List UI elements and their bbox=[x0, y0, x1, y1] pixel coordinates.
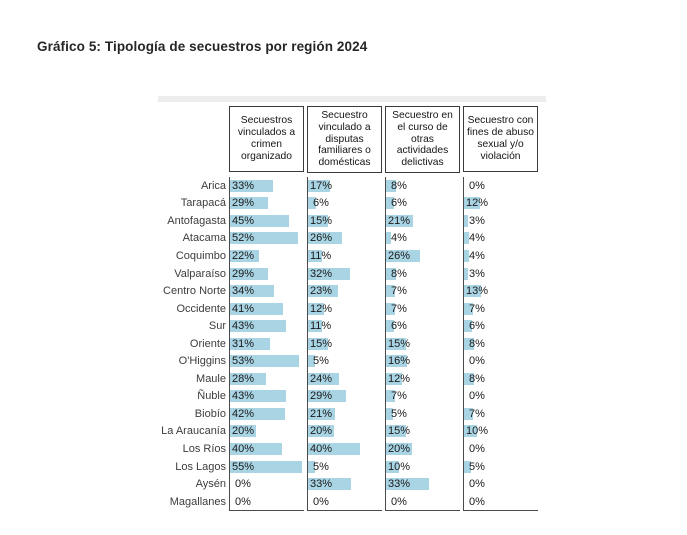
value-label: 45% bbox=[232, 214, 255, 227]
column-header: Secuestro en el curso de otras actividades delictivas bbox=[385, 106, 460, 173]
bar-cell bbox=[464, 352, 538, 370]
bar-cell bbox=[386, 195, 460, 213]
value-label: 0% bbox=[232, 495, 251, 508]
bar-cell bbox=[464, 440, 538, 458]
bar-cell bbox=[386, 247, 460, 265]
bar-cell bbox=[308, 265, 382, 283]
value-label: 6% bbox=[388, 197, 407, 210]
bar-cell bbox=[464, 212, 538, 230]
bar-cell bbox=[308, 370, 382, 388]
value-label: 42% bbox=[232, 407, 255, 420]
bar-cell bbox=[464, 195, 538, 213]
value-label: 11% bbox=[310, 320, 332, 333]
region-label: Coquimbo bbox=[175, 249, 226, 262]
value-label: 12% bbox=[310, 302, 333, 315]
bar-cell bbox=[230, 493, 304, 511]
value-label: 8% bbox=[388, 179, 407, 192]
bar-cell bbox=[308, 335, 382, 353]
bar-cell bbox=[386, 282, 460, 300]
bar-cell bbox=[308, 458, 382, 476]
bar-cell bbox=[386, 230, 460, 248]
value-label: 20% bbox=[388, 442, 411, 455]
value-label: 53% bbox=[232, 355, 255, 368]
bar-cell bbox=[308, 282, 382, 300]
value-label: 15% bbox=[388, 425, 411, 438]
value-label: 21% bbox=[388, 214, 411, 227]
bar-cell bbox=[308, 230, 382, 248]
bar-cell bbox=[386, 300, 460, 318]
region-label: Sur bbox=[208, 320, 226, 333]
value-label: 12% bbox=[388, 372, 411, 385]
bar-cell bbox=[230, 458, 304, 476]
region-label: Arica bbox=[200, 179, 226, 192]
bar-cell bbox=[308, 388, 382, 406]
bar-cell bbox=[230, 282, 304, 300]
value-label: 43% bbox=[232, 320, 255, 333]
bar-cell bbox=[464, 265, 538, 283]
value-label: 5% bbox=[466, 460, 485, 473]
value-label: 0% bbox=[466, 179, 485, 192]
value-label: 15% bbox=[310, 337, 333, 350]
value-label: 32% bbox=[310, 267, 333, 280]
value-label: 40% bbox=[310, 442, 333, 455]
bar-cell bbox=[230, 247, 304, 265]
region-label: Magallanes bbox=[169, 495, 226, 508]
bar-cell bbox=[464, 317, 538, 335]
bar-cell bbox=[386, 493, 460, 511]
region-label: Antofagasta bbox=[167, 214, 226, 227]
bar-cell bbox=[464, 230, 538, 248]
bar-cell bbox=[386, 475, 460, 493]
bar-cell bbox=[230, 405, 304, 423]
value-label: 6% bbox=[466, 320, 485, 333]
column-header: Secuestro con fines de abuso sexual y/o violación bbox=[463, 106, 538, 172]
bar-cell bbox=[230, 300, 304, 318]
bar-cell bbox=[308, 493, 382, 511]
bar-cell bbox=[308, 195, 382, 213]
region-label: Occidente bbox=[176, 302, 226, 315]
value-label: 20% bbox=[310, 425, 333, 438]
value-label: 6% bbox=[310, 197, 329, 210]
bar-cell bbox=[464, 405, 538, 423]
bar-cell bbox=[230, 265, 304, 283]
region-label: Biobío bbox=[194, 407, 226, 420]
panel-body bbox=[229, 177, 304, 511]
bar-cell bbox=[386, 335, 460, 353]
bar-cell bbox=[464, 388, 538, 406]
region-label: Valparaíso bbox=[174, 267, 226, 280]
panel-body bbox=[307, 177, 382, 511]
value-label: 0% bbox=[466, 390, 485, 403]
bar-cell bbox=[308, 423, 382, 441]
bar-cell bbox=[308, 177, 382, 195]
value-label: 29% bbox=[310, 390, 333, 403]
value-label: 4% bbox=[466, 249, 485, 262]
bar-cell bbox=[308, 440, 382, 458]
bar-cell bbox=[464, 177, 538, 195]
value-label: 4% bbox=[388, 232, 407, 245]
bar-cell bbox=[386, 212, 460, 230]
value-label: 17% bbox=[310, 179, 333, 192]
bar-cell bbox=[230, 352, 304, 370]
bar-cell bbox=[386, 317, 460, 335]
bar-cell bbox=[230, 423, 304, 441]
value-label: 29% bbox=[232, 267, 255, 280]
bar-cell bbox=[308, 212, 382, 230]
bar-cell bbox=[308, 317, 382, 335]
region-label: Oriente bbox=[189, 337, 226, 350]
bar-cell bbox=[386, 405, 460, 423]
bar-cell bbox=[230, 177, 304, 195]
value-label: 33% bbox=[232, 179, 255, 192]
bar-cell bbox=[308, 352, 382, 370]
value-label: 10% bbox=[388, 460, 411, 473]
bar-cell bbox=[464, 370, 538, 388]
value-label: 0% bbox=[310, 495, 329, 508]
bar-cell bbox=[230, 388, 304, 406]
column-header: Secuestro vinculado a disputas familiares o domésticas bbox=[307, 106, 382, 173]
value-label: 7% bbox=[388, 302, 407, 315]
bar-cell bbox=[386, 265, 460, 283]
bar-cell bbox=[464, 247, 538, 265]
region-label: Centro Norte bbox=[163, 285, 226, 298]
bar-cell bbox=[386, 458, 460, 476]
bar-cell bbox=[308, 475, 382, 493]
value-label: 31% bbox=[232, 337, 255, 350]
bar-cell bbox=[230, 335, 304, 353]
value-label: 0% bbox=[466, 355, 485, 368]
value-label: 26% bbox=[310, 232, 333, 245]
bar-cell bbox=[230, 212, 304, 230]
chart-title: Gráfico 5: Tipología de secuestros por región 2024 bbox=[37, 39, 368, 54]
value-label: 8% bbox=[466, 372, 485, 385]
value-label: 33% bbox=[388, 478, 411, 491]
region-label: Tarapacá bbox=[180, 197, 226, 210]
value-label: 0% bbox=[388, 495, 407, 508]
value-label: 21% bbox=[310, 407, 333, 420]
bar-cell bbox=[386, 352, 460, 370]
figure-top-band bbox=[158, 96, 546, 102]
bar-cell bbox=[464, 475, 538, 493]
value-label: 40% bbox=[232, 442, 255, 455]
value-label: 5% bbox=[310, 355, 329, 368]
bar-cell bbox=[230, 440, 304, 458]
region-label: Los Ríos bbox=[182, 442, 226, 455]
region-label: La Araucanía bbox=[161, 425, 226, 438]
bar-cell bbox=[230, 230, 304, 248]
value-label: 33% bbox=[310, 478, 333, 491]
value-label: 12% bbox=[466, 197, 489, 210]
region-label: Aysén bbox=[195, 478, 226, 491]
bar-cell bbox=[464, 423, 538, 441]
value-label: 0% bbox=[466, 495, 485, 508]
value-label: 8% bbox=[466, 337, 485, 350]
bar-cell bbox=[230, 370, 304, 388]
value-label: 23% bbox=[310, 285, 333, 298]
bar-cell bbox=[464, 335, 538, 353]
value-label: 11% bbox=[310, 249, 332, 262]
bar-cell bbox=[308, 300, 382, 318]
bar-cell bbox=[308, 405, 382, 423]
value-label: 15% bbox=[310, 214, 333, 227]
value-label: 24% bbox=[310, 372, 333, 385]
value-label: 7% bbox=[466, 302, 485, 315]
region-label: Atacama bbox=[182, 232, 226, 245]
region-labels bbox=[150, 177, 227, 510]
bar-cell bbox=[464, 300, 538, 318]
value-label: 7% bbox=[388, 390, 407, 403]
panel-body bbox=[385, 177, 460, 511]
value-label: 15% bbox=[388, 337, 411, 350]
bar-cell bbox=[464, 458, 538, 476]
value-label: 5% bbox=[388, 407, 407, 420]
value-label: 52% bbox=[232, 232, 255, 245]
value-label: 7% bbox=[388, 285, 407, 298]
value-label: 28% bbox=[232, 372, 255, 385]
bar-cell bbox=[464, 282, 538, 300]
value-label: 0% bbox=[466, 442, 485, 455]
bar-cell bbox=[386, 370, 460, 388]
value-label: 43% bbox=[232, 390, 255, 403]
value-label: 0% bbox=[232, 478, 251, 491]
bar-cell bbox=[386, 423, 460, 441]
bar-cell bbox=[386, 440, 460, 458]
value-label: 41% bbox=[232, 302, 255, 315]
value-label: 7% bbox=[466, 407, 485, 420]
value-label: 26% bbox=[388, 249, 411, 262]
value-label: 16% bbox=[388, 355, 411, 368]
bar-cell bbox=[386, 177, 460, 195]
value-label: 10% bbox=[466, 425, 489, 438]
value-label: 3% bbox=[466, 267, 485, 280]
region-label: Los Lagos bbox=[175, 460, 226, 473]
value-label: 55% bbox=[232, 460, 255, 473]
value-label: 3% bbox=[466, 214, 485, 227]
value-label: 4% bbox=[466, 232, 485, 245]
value-label: 29% bbox=[232, 197, 255, 210]
value-label: 34% bbox=[232, 285, 255, 298]
value-label: 22% bbox=[232, 249, 255, 262]
value-label: 6% bbox=[388, 320, 407, 333]
region-label: Ñuble bbox=[197, 390, 226, 403]
bar-cell bbox=[230, 317, 304, 335]
value-label: 13% bbox=[466, 285, 489, 298]
bar-cell bbox=[230, 475, 304, 493]
region-label: Maule bbox=[196, 372, 226, 385]
value-label: 5% bbox=[310, 460, 329, 473]
bar-cell bbox=[386, 388, 460, 406]
value-label: 0% bbox=[466, 478, 485, 491]
region-label: O'Higgins bbox=[178, 355, 226, 368]
value-label: 20% bbox=[232, 425, 255, 438]
column-header: Secuestros vinculados a crimen organizado bbox=[229, 106, 304, 172]
bar-cell bbox=[230, 195, 304, 213]
bar-cell bbox=[464, 493, 538, 511]
value-label: 8% bbox=[388, 267, 407, 280]
bar-cell bbox=[308, 247, 382, 265]
panel-body bbox=[463, 177, 538, 511]
